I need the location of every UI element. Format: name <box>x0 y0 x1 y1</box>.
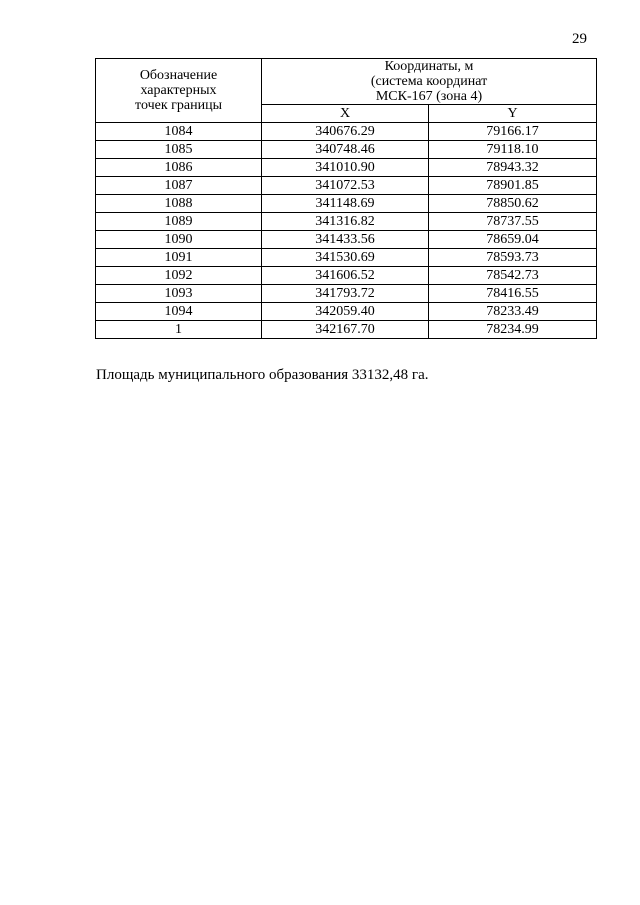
x-coordinate-cell: 340676.29 <box>262 123 429 141</box>
point-id-cell: 1088 <box>96 195 262 213</box>
y-coordinate-cell: 78234.99 <box>429 321 597 339</box>
table-row <box>96 285 597 303</box>
y-coordinate-cell: 78850.62 <box>429 195 597 213</box>
point-id-cell: 1092 <box>96 267 262 285</box>
coord-header-line: Координаты, м <box>384 59 474 74</box>
table-row <box>96 249 597 267</box>
point-id-cell: 1094 <box>96 303 262 321</box>
y-coordinate-cell: 78901.85 <box>429 177 597 195</box>
y-column-header: Y <box>429 105 597 123</box>
point-id-cell: 1087 <box>96 177 262 195</box>
point-id-cell: 1085 <box>96 141 262 159</box>
table-row <box>96 177 597 195</box>
coordinates-table <box>95 58 597 339</box>
point-id-cell: 1090 <box>96 231 262 249</box>
table-row <box>96 321 597 339</box>
y-coordinate-cell: 78659.04 <box>429 231 597 249</box>
table-row <box>96 231 597 249</box>
point-id-cell: 1086 <box>96 159 262 177</box>
area-statement: Площадь муниципального образования 33132,48 га. <box>96 367 429 383</box>
table-row <box>96 213 597 231</box>
point-id-cell: 1093 <box>96 285 262 303</box>
point-header-line: Обозначение <box>139 68 218 83</box>
coordinates-header <box>262 59 597 105</box>
point-header-line: характерных <box>140 83 217 98</box>
y-coordinate-cell: 78593.73 <box>429 249 597 267</box>
x-coordinate-cell: 342059.40 <box>262 303 429 321</box>
table-header-row <box>96 59 597 105</box>
point-id-cell: 1091 <box>96 249 262 267</box>
page-number: 29 <box>572 31 587 47</box>
x-coordinate-cell: 340748.46 <box>262 141 429 159</box>
table-row <box>96 159 597 177</box>
x-coordinate-cell: 341316.82 <box>262 213 429 231</box>
y-coordinate-cell: 79118.10 <box>429 141 597 159</box>
y-coordinate-cell: 78542.73 <box>429 267 597 285</box>
table-row <box>96 267 597 285</box>
point-id-cell: 1 <box>96 321 262 339</box>
point-header-line: точек границы <box>135 98 222 113</box>
x-coordinate-cell: 341010.90 <box>262 159 429 177</box>
table-row <box>96 303 597 321</box>
coord-header-line: (система координат <box>370 74 488 89</box>
point-id-cell: 1084 <box>96 123 262 141</box>
point-designation-header <box>96 59 262 123</box>
x-coordinate-cell: 341148.69 <box>262 195 429 213</box>
x-coordinate-cell: 341530.69 <box>262 249 429 267</box>
y-coordinate-cell: 78943.32 <box>429 159 597 177</box>
point-id-cell: 1089 <box>96 213 262 231</box>
x-coordinate-cell: 342167.70 <box>262 321 429 339</box>
x-coordinate-cell: 341606.52 <box>262 267 429 285</box>
x-coordinate-cell: 341793.72 <box>262 285 429 303</box>
x-coordinate-cell: 341072.53 <box>262 177 429 195</box>
y-coordinate-cell: 79166.17 <box>429 123 597 141</box>
table-row <box>96 123 597 141</box>
table-row <box>96 141 597 159</box>
x-column-header: X <box>262 105 429 123</box>
y-coordinate-cell: 78233.49 <box>429 303 597 321</box>
table-row <box>96 195 597 213</box>
table-body <box>96 123 597 339</box>
y-coordinate-cell: 78416.55 <box>429 285 597 303</box>
x-coordinate-cell: 341433.56 <box>262 231 429 249</box>
coord-header-line: МСК-167 (зона 4) <box>375 89 483 104</box>
y-coordinate-cell: 78737.55 <box>429 213 597 231</box>
